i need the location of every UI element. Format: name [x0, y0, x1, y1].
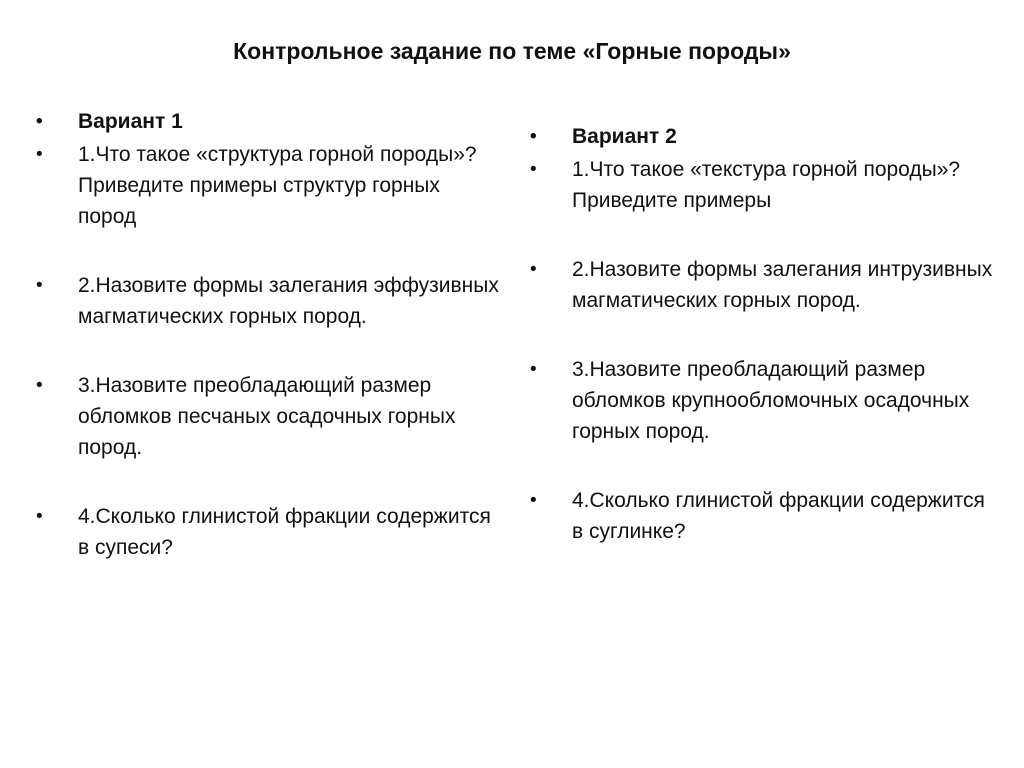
question-text: 2.Назовите формы залегания эффузивных магматических горных пород. — [78, 274, 499, 328]
variant-1-question-4 — [32, 501, 502, 563]
question-text: 3.Назовите преобладающий размер обломков крупнообломочных осадочных горных пород. — [572, 358, 970, 443]
bullet-icon: • — [530, 359, 537, 380]
variant-2-question-2 — [526, 254, 1001, 316]
variant-1-question-2 — [32, 270, 502, 332]
variant-1-question-3 — [32, 370, 502, 463]
variant-1-list — [32, 106, 502, 563]
variant-2-question-3 — [526, 354, 1001, 447]
bullet-icon: • — [530, 159, 537, 180]
bullet-icon: • — [36, 275, 43, 296]
variant-2-list — [526, 121, 1001, 547]
question-text: 4.Сколько глинистой фракции содержится в суглинке? — [572, 489, 985, 543]
variant-1-heading-item — [32, 106, 502, 137]
bullet-icon: • — [36, 111, 43, 132]
question-text: 1.Что такое «структура горной породы»? Приведите примеры структур горных пород — [78, 143, 477, 228]
variant-2-question-1 — [526, 154, 1001, 216]
bullet-icon: • — [36, 375, 43, 396]
question-text: 4.Сколько глинистой фракции содержится в супеси? — [78, 505, 491, 559]
variant-2-heading: Вариант 2 — [572, 125, 677, 148]
bullet-icon: • — [530, 259, 537, 280]
variant-1-question-1 — [32, 139, 502, 232]
bullet-icon: • — [530, 490, 537, 511]
question-text: 2.Назовите формы залегания интрузивных магматических горных пород. — [572, 258, 993, 312]
variant-2-heading-item — [526, 121, 1001, 152]
bullet-icon: • — [36, 506, 43, 527]
slide-title: Контрольное задание по теме «Горные породы» — [233, 38, 791, 64]
question-text: 3.Назовите преобладающий размер обломков песчаных осадочных горных пород. — [78, 374, 456, 459]
variant-1-heading: Вариант 1 — [78, 110, 183, 133]
bullet-icon: • — [530, 126, 537, 147]
bullet-icon: • — [36, 144, 43, 165]
question-text: 1.Что такое «текстура горной породы»? Приведите примеры — [572, 158, 961, 212]
variant-2-question-4 — [526, 485, 1001, 547]
